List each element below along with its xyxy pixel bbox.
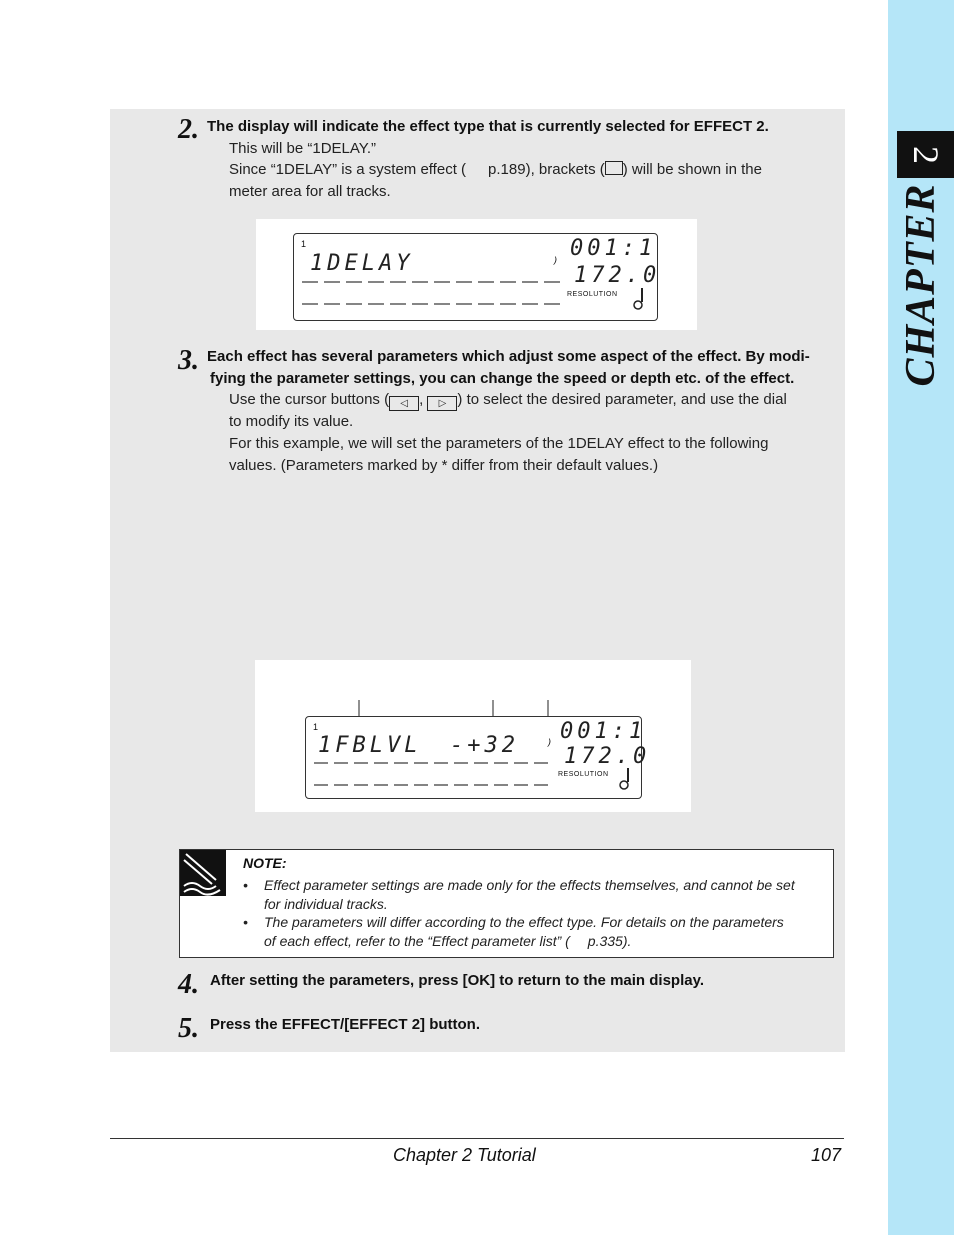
footer-chapter-title: Chapter 2 Tutorial: [393, 1145, 536, 1165]
note-bullet: •: [243, 877, 248, 893]
footer-page-number: 107: [811, 1145, 842, 1165]
right-cursor-button-icon: ▷: [427, 396, 457, 411]
note-bullet: •: [243, 914, 248, 930]
step-2-heading: The display will indicate the effect type that is currently selected for EFFECT 2.: [207, 118, 769, 135]
step-3-heading-line-1: Each effect has several parameters which adjust some aspect of the effect. By modi-: [207, 348, 810, 365]
step-3-line-1a: Use the cursor buttons (: [229, 391, 390, 408]
chapter-label: CHAPTER: [898, 183, 944, 387]
note-item-2: [243, 913, 827, 951]
lcd2-parameter-name: 1FBLVL: [318, 733, 422, 758]
lcd2-resolution-label: RESOLUTION: [558, 771, 609, 778]
note-symbol-icon: [616, 766, 634, 792]
step-2-number: 2.: [178, 114, 199, 145]
step-2-line-2: [229, 159, 835, 181]
lcd1-tempo: 172.0: [574, 263, 661, 288]
pencil-note-icon: [180, 850, 226, 896]
step-5-number: 5.: [178, 1013, 199, 1044]
step-2-line-2b: p.189), brackets (: [488, 161, 605, 178]
lcd1-position: 001:1: [570, 236, 657, 261]
step-3-heading-line-2: fying the parameter settings, you can change the speed or depth etc. of the effect.: [210, 370, 795, 387]
note-item-1: [243, 876, 827, 914]
lcd1-effect-name: 1DELAY: [310, 251, 414, 276]
lcd2-position: 001:1: [560, 719, 647, 744]
step-4-heading: After setting the parameters, press [OK] to return to the main display.: [210, 972, 704, 989]
lcd-figure-1: [256, 219, 697, 330]
note-item-2-line-2: [264, 932, 827, 951]
lcd1-meter-segments: [300, 278, 570, 312]
step-3-line-2: to modify its value.: [229, 413, 354, 430]
lcd-figure-2: [255, 660, 691, 812]
step-3-line-4: values. (Parameters marked by * differ from their default values.): [229, 457, 659, 474]
note-item-2-line-2b: p.335).: [587, 933, 632, 949]
lcd2-parameter-value: -+32: [450, 733, 519, 758]
lcd1-resolution-label: RESOLUTION: [567, 291, 618, 298]
lcd2-tempo: 172.0: [564, 744, 651, 769]
bracket-icon: [605, 161, 623, 175]
step-2-line-1: This will be “1DELAY.”: [229, 140, 376, 157]
lcd1-bracket: ⁾: [550, 254, 564, 273]
lcd2-bracket: ⁾: [544, 736, 558, 755]
note-box: [179, 849, 834, 958]
note-item-2-line-1: The parameters will differ according to the effect type. For details on the parameters: [264, 914, 784, 930]
left-cursor-button-icon: ◁: [389, 396, 419, 411]
chapter-number: 2: [905, 145, 946, 164]
step-3-line-1c: ) to select the desired parameter, and use the dial: [457, 391, 787, 408]
lcd2-track-number: 1: [313, 722, 319, 732]
step-2-line-2a: Since “1DELAY” is a system effect (: [229, 161, 467, 178]
lcd1-track-number: 1: [301, 239, 307, 249]
step-3-line-3: For this example, we will set the parameters of the 1DELAY effect to the following: [229, 435, 769, 452]
step-3-line-1b: ,: [419, 391, 424, 408]
step-3-number: 3.: [178, 345, 199, 376]
note-item-1-line-2: for individual tracks.: [264, 896, 388, 912]
note-title: NOTE:: [243, 855, 287, 871]
lcd-screen-2: [305, 716, 651, 799]
step-2-line-3: meter area for all tracks.: [229, 183, 391, 200]
step-2-line-2c: ) will be shown in the: [622, 161, 762, 178]
chapter-number-tab: [897, 131, 954, 178]
lcd-screen-1: [293, 233, 661, 321]
pencil-icon: [180, 850, 226, 896]
step-5-heading: Press the EFFECT/[EFFECT 2] button.: [210, 1016, 481, 1033]
lcd2-meter-segments: [312, 759, 562, 791]
note-symbol-icon: [630, 286, 648, 312]
note-item-1-line-1: Effect parameter settings are made only for the effects themselves, and cannot be set: [264, 877, 795, 893]
step-3-line-1: [229, 389, 787, 411]
footer-rule: [110, 1138, 844, 1139]
note-item-2-line-2a: of each effect, refer to the “Effect parameter list” (: [264, 933, 570, 949]
step-4-number: 4.: [178, 969, 199, 1000]
